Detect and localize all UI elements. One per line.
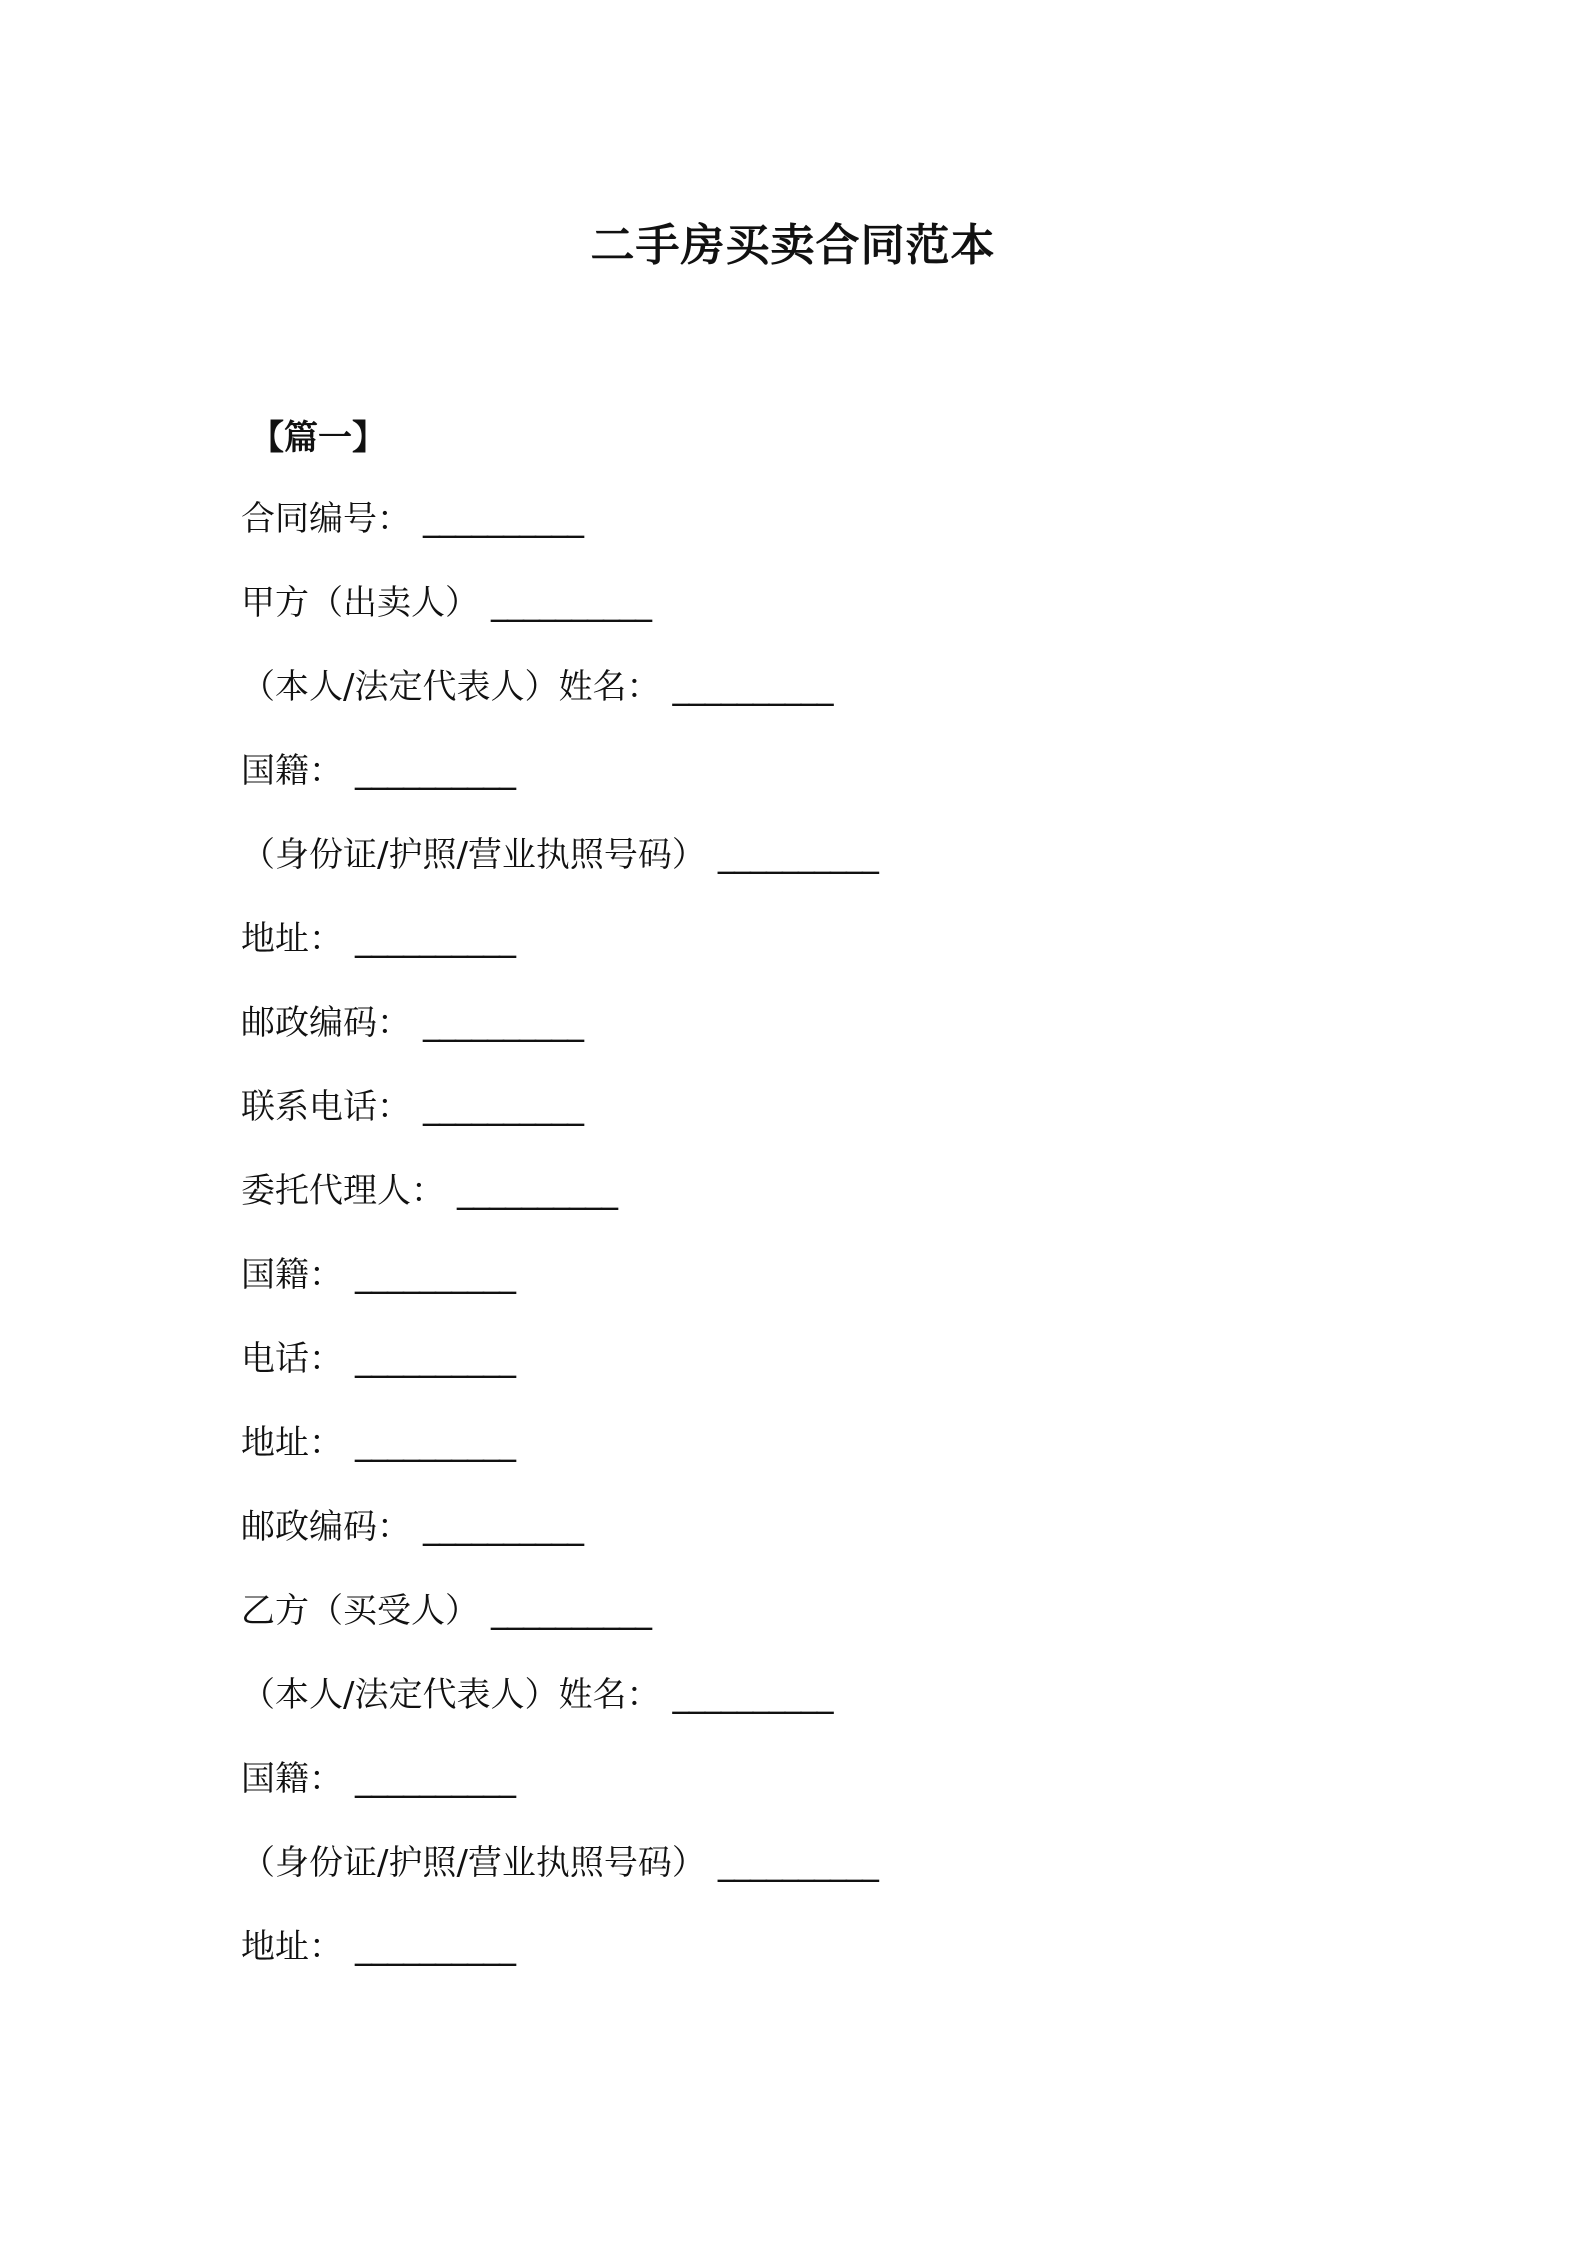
fill-in-blank: __________ <box>423 1087 583 1127</box>
field-label: 甲方（出卖人） <box>241 583 479 623</box>
fill-in-blank: __________ <box>355 1423 515 1463</box>
field-label: （本人/法定代表人）姓名： <box>241 1675 661 1715</box>
field-party-b-id-number <box>241 1838 878 1922</box>
fill-in-blank: __________ <box>491 583 651 623</box>
fill-in-blank: __________ <box>672 1675 833 1715</box>
fill-in-blank: __________ <box>355 919 515 959</box>
field-party-a-nationality <box>241 746 878 830</box>
fill-in-blank: __________ <box>672 667 833 707</box>
field-contract-number <box>241 494 878 578</box>
field-label: 地址： <box>241 919 343 959</box>
field-party-a-postal-code <box>241 998 878 1082</box>
field-agent-address <box>241 1418 878 1502</box>
fill-in-blank: __________ <box>717 835 878 875</box>
field-label: 乙方（买受人） <box>241 1591 479 1631</box>
contract-field-list <box>241 494 878 2006</box>
field-party-a-phone <box>241 1082 878 1166</box>
field-label: （身份证/护照/营业执照号码） <box>241 835 706 875</box>
field-party-b <box>241 1586 878 1670</box>
field-label: （本人/法定代表人）姓名： <box>241 667 661 707</box>
field-label: 地址： <box>241 1927 343 1967</box>
field-label: 电话： <box>241 1339 343 1379</box>
field-party-b-name <box>241 1670 878 1754</box>
field-label: 地址： <box>241 1423 343 1463</box>
field-agent-phone <box>241 1334 878 1418</box>
fill-in-blank: __________ <box>355 1255 515 1295</box>
field-label: 国籍： <box>241 1759 343 1799</box>
field-label: 联系电话： <box>241 1087 411 1127</box>
field-party-b-address <box>241 1922 878 2006</box>
fill-in-blank: __________ <box>355 751 515 791</box>
fill-in-blank: __________ <box>423 499 583 539</box>
fill-in-blank: __________ <box>717 1843 878 1883</box>
field-label: 合同编号： <box>241 499 411 539</box>
field-label: 国籍： <box>241 751 343 791</box>
fill-in-blank: __________ <box>457 1171 617 1211</box>
document-title: 二手房买卖合同范本 <box>590 220 996 271</box>
field-party-a <box>241 578 878 662</box>
section-label: 【篇一】 <box>250 418 386 458</box>
field-agent <box>241 1166 878 1250</box>
field-label: （身份证/护照/营业执照号码） <box>241 1843 706 1883</box>
field-agent-nationality <box>241 1250 878 1334</box>
field-party-b-nationality <box>241 1754 878 1838</box>
field-party-a-name <box>241 662 878 746</box>
field-label: 委托代理人： <box>241 1171 445 1211</box>
field-party-a-address <box>241 914 878 998</box>
fill-in-blank: __________ <box>355 1927 515 1967</box>
field-agent-postal-code <box>241 1502 878 1586</box>
fill-in-blank: __________ <box>355 1339 515 1379</box>
fill-in-blank: __________ <box>423 1507 583 1547</box>
fill-in-blank: __________ <box>423 1003 583 1043</box>
field-label: 邮政编码： <box>241 1003 411 1043</box>
field-label: 邮政编码： <box>241 1507 411 1547</box>
field-label: 国籍： <box>241 1255 343 1295</box>
field-party-a-id-number <box>241 830 878 914</box>
fill-in-blank: __________ <box>355 1759 515 1799</box>
fill-in-blank: __________ <box>491 1591 651 1631</box>
